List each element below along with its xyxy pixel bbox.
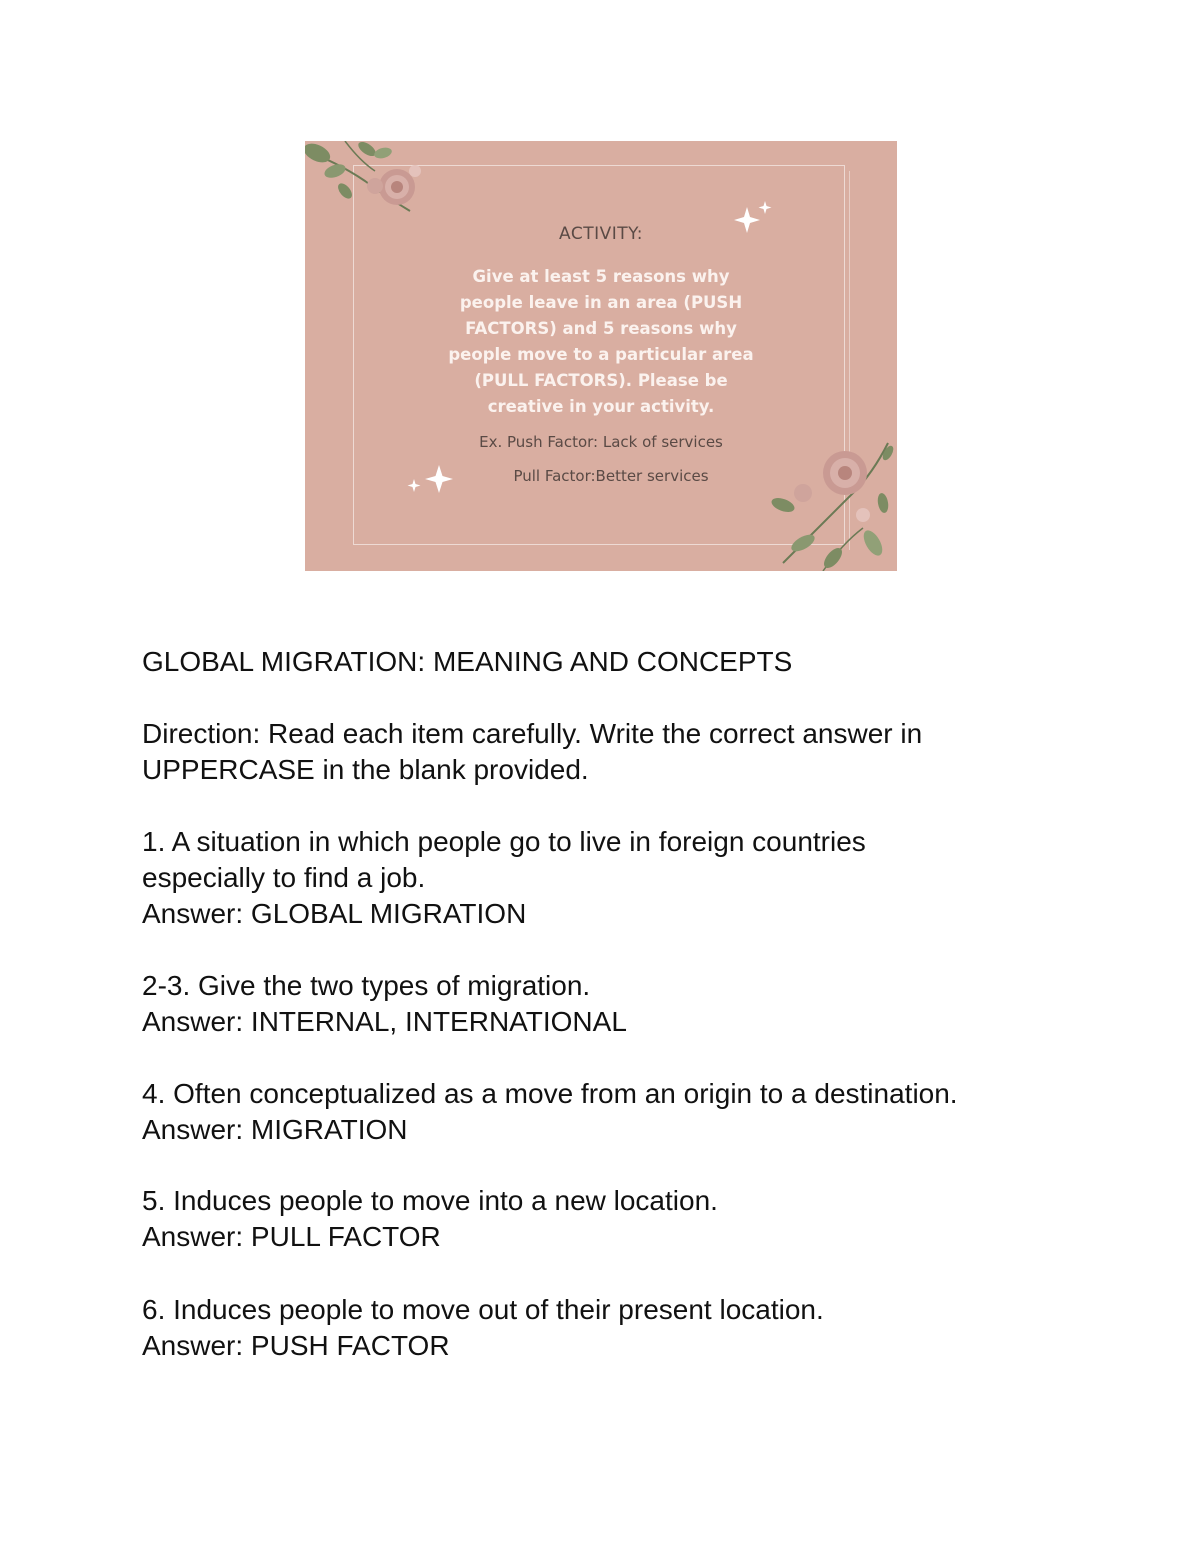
- example-pull-factor: Pull Factor:Better services: [513, 467, 709, 485]
- answer-text: Answer: INTERNAL, INTERNATIONAL: [142, 1006, 627, 1037]
- question-text: 6. Induces people to move out of their present location.: [142, 1294, 824, 1325]
- question-text: 5. Induces people to move into a new location.: [142, 1185, 718, 1216]
- question-text: especially to find a job.: [142, 862, 426, 893]
- instruction-line: people move to a particular area: [448, 345, 754, 364]
- activity-instructions: [397, 264, 805, 420]
- instruction-line: Give at least 5 reasons why: [472, 267, 730, 286]
- answer-text: Answer: GLOBAL MIGRATION: [142, 898, 527, 929]
- direction-text: Direction: Read each item carefully. Write the correct answer in: [142, 718, 923, 749]
- question-text: 1. A situation in which people go to live in foreign countries: [142, 826, 866, 857]
- activity-card: [305, 141, 897, 571]
- answer-text: Answer: PULL FACTOR: [142, 1221, 441, 1252]
- instruction-line: creative in your activity.: [487, 397, 715, 416]
- activity-title: ACTIVITY:: [559, 224, 643, 244]
- example-push-factor: Ex. Push Factor: Lack of services: [479, 433, 723, 451]
- instruction-line: (PULL FACTORS). Please be: [474, 371, 728, 390]
- question-text: 2-3. Give the two types of migration.: [142, 970, 591, 1001]
- document-title: GLOBAL MIGRATION: MEANING AND CONCEPTS: [142, 646, 793, 677]
- instruction-line: FACTORS) and 5 reasons why: [465, 319, 737, 338]
- answer-text: Answer: MIGRATION: [142, 1114, 408, 1145]
- direction-text: UPPERCASE in the blank provided.: [142, 754, 589, 785]
- answer-text: Answer: PUSH FACTOR: [142, 1330, 450, 1361]
- bottom-right-roses-illustration: [763, 433, 897, 571]
- top-left-roses-illustration: [305, 141, 435, 231]
- instruction-line: people leave in an area (PUSH: [459, 293, 743, 312]
- question-text: 4. Often conceptualized as a move from an origin to a destination.: [142, 1078, 958, 1109]
